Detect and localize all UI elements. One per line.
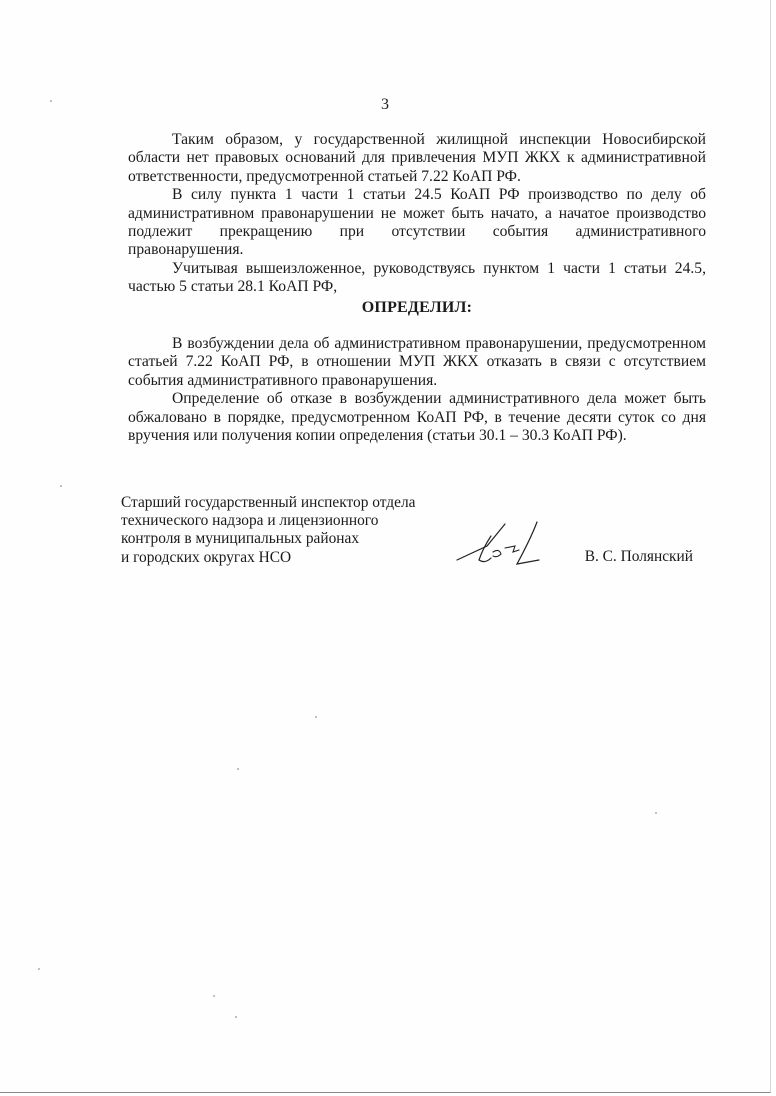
- paragraph-appeal: Определение об отказе в возбуждении административного дела может быть обжаловано в порядке, предусмотренном КоАП РФ, в течение десяти суток со дня вручения или получения копии определения (статьи 30.1 – 30.3 КоАП РФ).: [128, 390, 706, 445]
- decision-heading: ОПРЕДЕЛИЛ:: [361, 298, 473, 316]
- scan-speck: [38, 968, 40, 970]
- paragraph-considering: Учитывая вышеизложенное, руководствуясь пунктом 1 части 1 статьи 24.5, частью 5 статьи 28.1 КоАП РФ,: [128, 259, 706, 296]
- scan-speck: [235, 1016, 237, 1018]
- paragraph-legal-basis: В силу пункта 1 части 1 статьи 24.5 КоАП РФ производство по делу об административном правонарушении не может быть начато, а начатое производство подлежит прекращению при отсутствии события административного правонарушения.: [128, 186, 706, 259]
- paragraph-decision: В возбуждении дела об административном правонарушении, предусмотренном статьей 7.22 КоАП РФ, в отношении МУП ЖКХ отказать в связи с отсутствием события административного правонарушения.: [128, 335, 706, 389]
- signature-block: [121, 494, 701, 574]
- paragraph-conclusion: Таким образом, у государственной жилищной инспекции Новосибирской области нет правовых оснований для привлечения МУП ЖКХ к административной ответственности, предусмотренной статьей 7.22 КоАП РФ.: [128, 131, 706, 185]
- signatory-title-line: Старший государственный инспектор отдела: [121, 494, 416, 511]
- signatory-title-line: контроля в муниципальных районах: [121, 530, 360, 548]
- scan-speck: [237, 768, 239, 770]
- scan-speck: [315, 716, 317, 718]
- scan-speck: [50, 100, 52, 102]
- signatory-name: В. С. Полянский: [584, 548, 693, 565]
- signatory-title-line: и городских округах НСО: [121, 548, 292, 566]
- signatory-title-line: технического надзора и лицензионного: [121, 512, 379, 530]
- scan-speck: [60, 485, 62, 487]
- scan-speck: [213, 995, 215, 997]
- scan-speck: [655, 812, 657, 814]
- handwritten-signature-icon: [447, 508, 547, 578]
- document-body: [128, 131, 706, 446]
- page-number: 3: [381, 96, 389, 113]
- signatory-title: [121, 494, 451, 567]
